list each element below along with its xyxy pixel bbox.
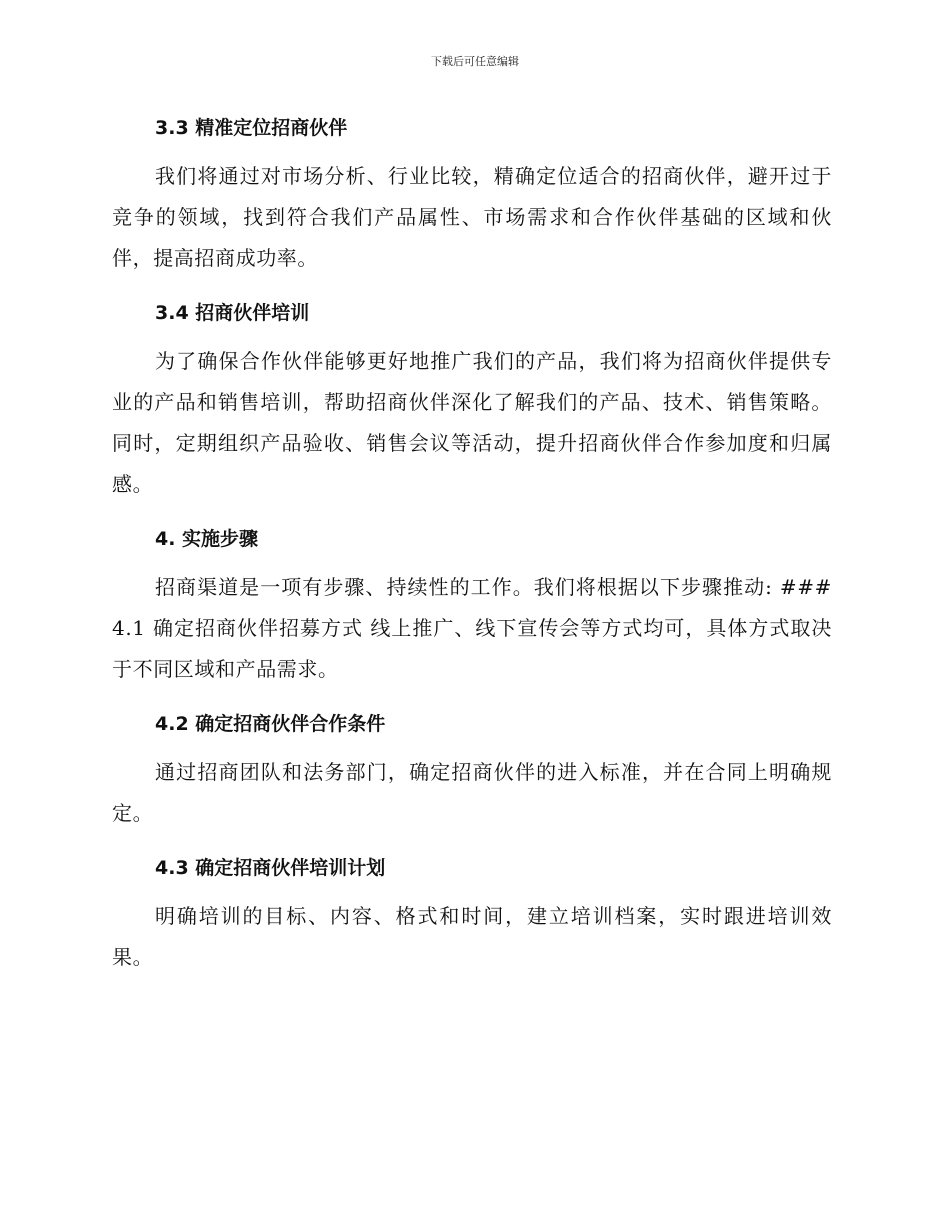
section-4-3 [112,848,832,978]
section-4 [112,519,832,690]
section-paragraph: 通过招商团队和法务部门，确定招商伙伴的进入标准，并在合同上明确规定。 [112,760,832,825]
section-heading: 4.3 确定招商伙伴培训计划 [155,857,386,879]
section-heading: 4.2 确定招商伙伴合作条件 [155,713,386,735]
section-3-3 [112,108,832,279]
page-header: 下载后可任意编辑 [431,55,519,68]
section-3-4 [112,293,832,505]
section-paragraph: 为了确保合作伙伴能够更好地推广我们的产品，我们将为招商伙伴提供专业的产品和销售培训，帮助招商伙伴深化了解我们的产品、技术、销售策略。同时，定期组织产品验收、销售会议等活动，提升招商伙伴合作参加度和归属感。 [112,349,832,496]
document-body [112,108,832,992]
section-paragraph: 明确培训的目标、内容、格式和时间，建立培训档案，实时跟进培训效果。 [112,904,832,969]
section-heading: 3.3 精准定位招商伙伴 [155,117,348,139]
section-heading: 3.4 招商伙伴培训 [155,302,310,324]
section-paragraph: 我们将通过对市场分析、行业比较，精确定位适合的招商伙伴，避开过于竞争的领域，找到符合我们产品属性、市场需求和合作伙伴基础的区域和伙伴，提高招商成功率。 [112,164,832,270]
section-paragraph: 招商渠道是一项有步骤、持续性的工作。我们将根据以下步骤推动: ### 4.1 确定招商伙伴招募方式 线上推广、线下宣传会等方式均可，具体方式取决于不同区域和产品需求。 [112,575,832,681]
section-4-2 [112,704,832,834]
section-heading: 4. 实施步骤 [155,528,259,550]
